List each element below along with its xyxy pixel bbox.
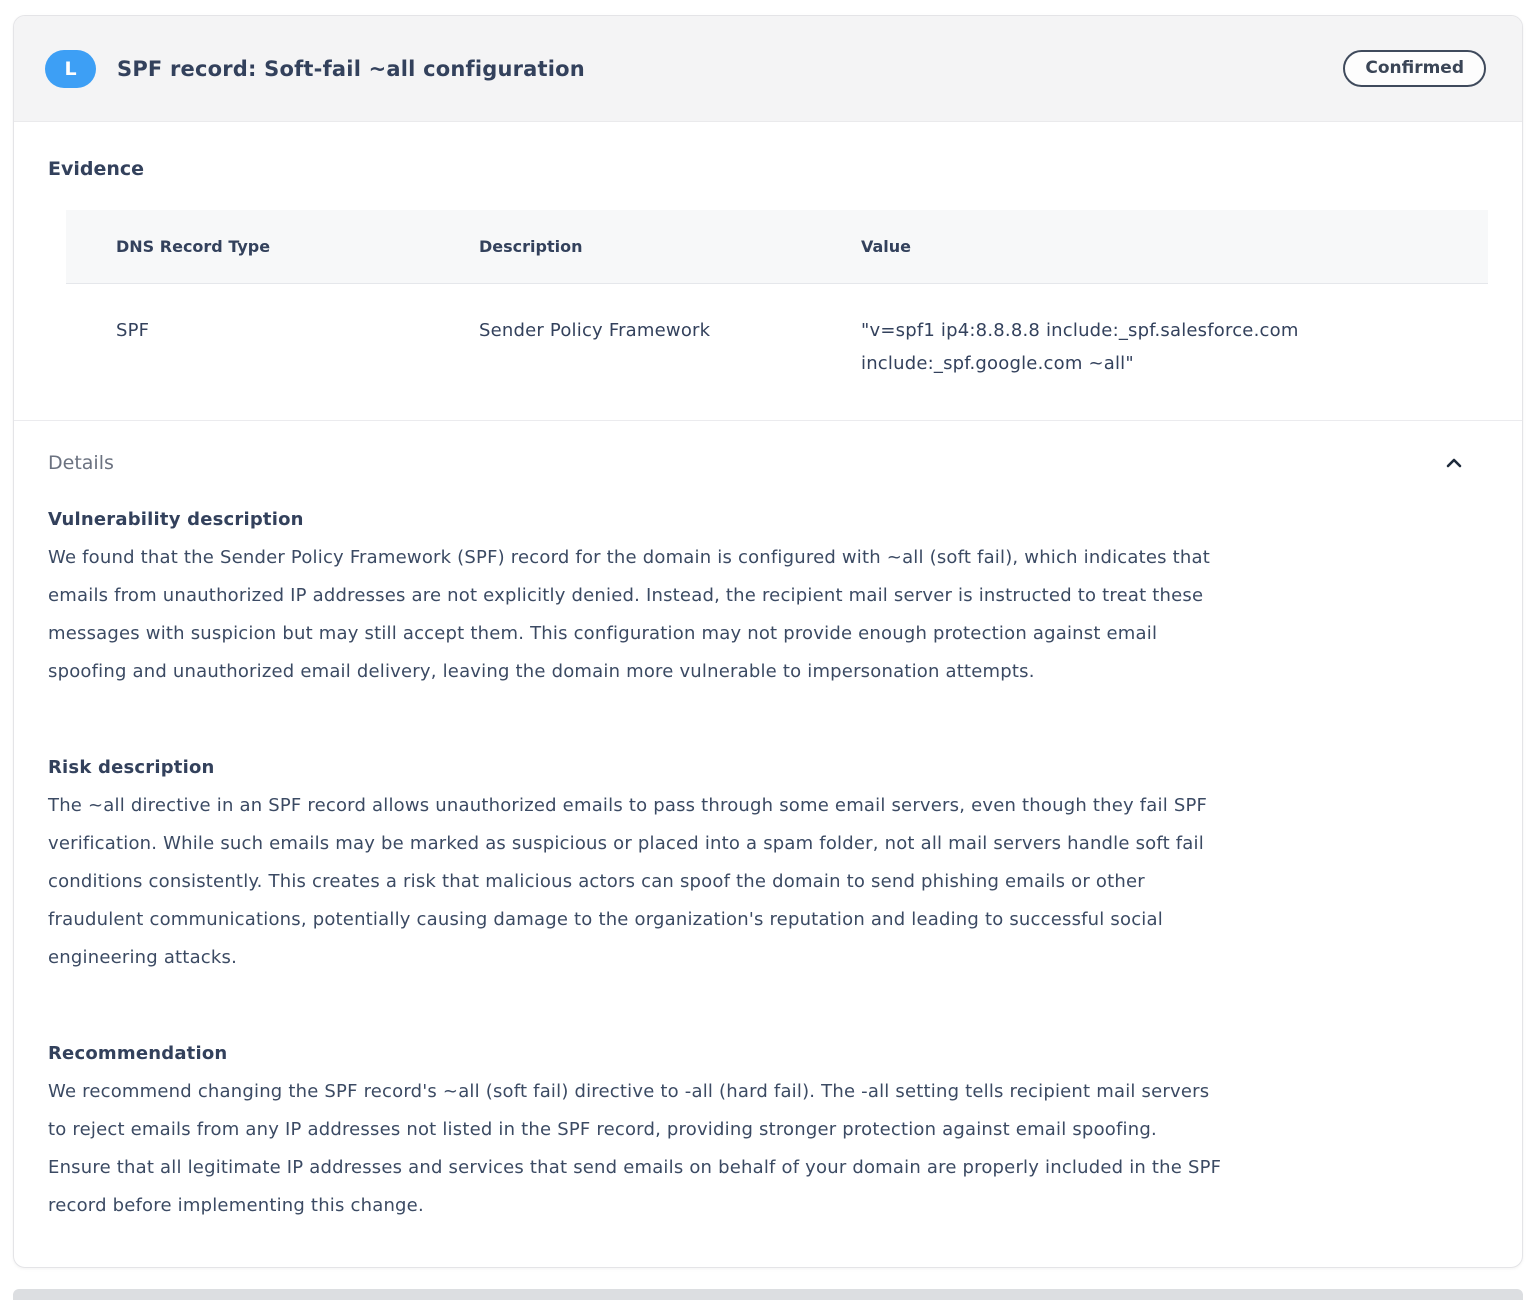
cell-dns-record-type: SPF bbox=[116, 320, 150, 341]
column-description: Description bbox=[479, 210, 861, 284]
finding-card bbox=[13, 15, 1523, 1268]
chevron-up-icon[interactable] bbox=[1442, 451, 1466, 475]
finding-body bbox=[14, 122, 1522, 1267]
risk-description-heading: Risk description bbox=[48, 757, 215, 778]
evidence-table bbox=[66, 210, 1488, 408]
next-card-peek[interactable] bbox=[13, 1289, 1523, 1300]
finding-header[interactable] bbox=[14, 16, 1522, 122]
status-badge: Confirmed bbox=[1343, 50, 1486, 87]
column-value: Value bbox=[861, 210, 1488, 284]
vulnerability-description-heading: Vulnerability description bbox=[48, 509, 304, 530]
cell-description: Sender Policy Framework bbox=[479, 320, 711, 341]
details-toggle[interactable] bbox=[48, 451, 1475, 475]
recommendation-heading: Recommendation bbox=[48, 1043, 228, 1064]
vulnerability-description-text: We found that the Sender Policy Framework (SPF) record for the domain is configured with ~all (soft fail), which indicates that emails from unauthorized IP addresses are not explicitly denied. Instead, the recipient mail server is instructed to treat these messages with suspicion but may still accept them. This configuration may not provide enough protection against email spoofing and unauthorized email delivery, leaving the domain more vulnerable to impersonation attempts. bbox=[48, 547, 1210, 682]
column-dns-record-type: DNS Record Type bbox=[66, 210, 479, 284]
evidence-section bbox=[14, 122, 1522, 420]
risk-description-block bbox=[48, 749, 1253, 977]
recommendation-block bbox=[48, 1035, 1253, 1225]
details-section bbox=[14, 421, 1522, 1267]
recommendation-text: We recommend changing the SPF record's ~all (soft fail) directive to -all (hard fail). The -all setting tells recipient mail servers to reject emails from any IP addresses not listed in the SPF record, providing stronger protection against email spoofing. Ensure that all legitimate IP addresses and services that send emails on behalf of your domain are properly included in the SPF record before implementing this change. bbox=[48, 1081, 1222, 1216]
vulnerability-description-block bbox=[48, 501, 1253, 691]
severity-badge: L bbox=[45, 50, 96, 88]
evidence-table-header-row bbox=[66, 210, 1488, 284]
risk-description-text: The ~all directive in an SPF record allows unauthorized emails to pass through some email servers, even though they fail SPF verification. While such emails may be marked as suspicious or placed into a spam folder, not all mail servers handle soft fail conditions consistently. This creates a risk that malicious actors can spoof the domain to send phishing emails or other fraudulent communications, potentially causing damage to the organization's reputation and leading to successful social engineering attacks. bbox=[48, 795, 1208, 968]
details-label: Details bbox=[48, 452, 114, 474]
finding-title: SPF record: Soft-fail ~all configuration bbox=[117, 56, 585, 81]
cell-value: "v=spf1 ip4:8.8.8.8 include:_spf.salesforce.com include:_spf.google.com ~all" bbox=[861, 320, 1299, 374]
evidence-heading: Evidence bbox=[48, 158, 145, 180]
table-row bbox=[66, 284, 1488, 409]
